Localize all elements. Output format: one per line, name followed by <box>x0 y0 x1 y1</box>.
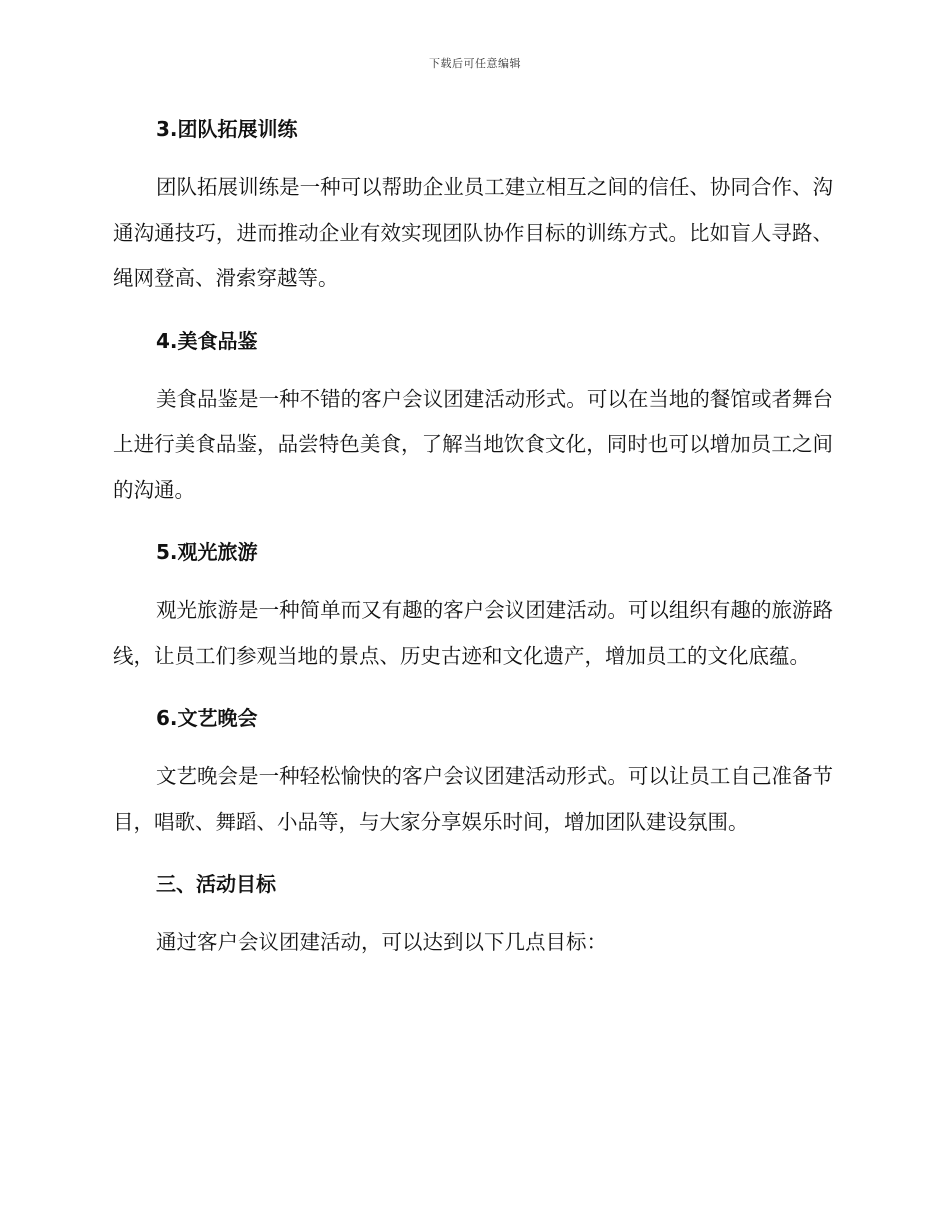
section-sightseeing <box>113 535 833 679</box>
section-heading: 5.观光旅游 <box>156 540 258 564</box>
section-heading: 6.文艺晚会 <box>156 706 258 730</box>
section-activity-goals <box>113 867 833 966</box>
section-paragraph: 美食品鉴是一种不错的客户会议团建活动形式。可以在当地的餐馆或者舞台上进行美食品鉴，品尝特色美食，了解当地饮食文化，同时也可以增加员工之间的沟通。 <box>113 386 833 502</box>
section-evening-gala <box>113 701 833 845</box>
section-paragraph: 文艺晚会是一种轻松愉快的客户会议团建活动形式。可以让员工自己准备节目，唱歌、舞蹈、小品等，与大家分享娱乐时间，增加团队建设氛围。 <box>113 764 833 834</box>
document-body <box>113 112 833 988</box>
section-food-tasting <box>113 324 833 514</box>
section-team-building <box>113 112 833 302</box>
section-heading: 4.美食品鉴 <box>156 328 258 353</box>
section-heading: 3.团队拓展训练 <box>156 117 298 141</box>
section-paragraph: 通过客户会议团建活动，可以达到以下几点目标： <box>156 930 607 954</box>
section-paragraph: 观光旅游是一种简单而又有趣的客户会议团建活动。可以组织有趣的旅游路线，让员工们参观当地的景点、历史古迹和文化遗产，增加员工的文化底蕴。 <box>113 598 833 668</box>
section-paragraph: 团队拓展训练是一种可以帮助企业员工建立相互之间的信任、协同合作、沟通沟通技巧，进而推动企业有效实现团队协作目标的训练方式。比如盲人寻路、绳网登高、滑索穿越等。 <box>113 175 833 290</box>
page-header: 下载后可任意编辑 <box>429 57 521 70</box>
section-heading: 三、活动目标 <box>156 872 276 896</box>
